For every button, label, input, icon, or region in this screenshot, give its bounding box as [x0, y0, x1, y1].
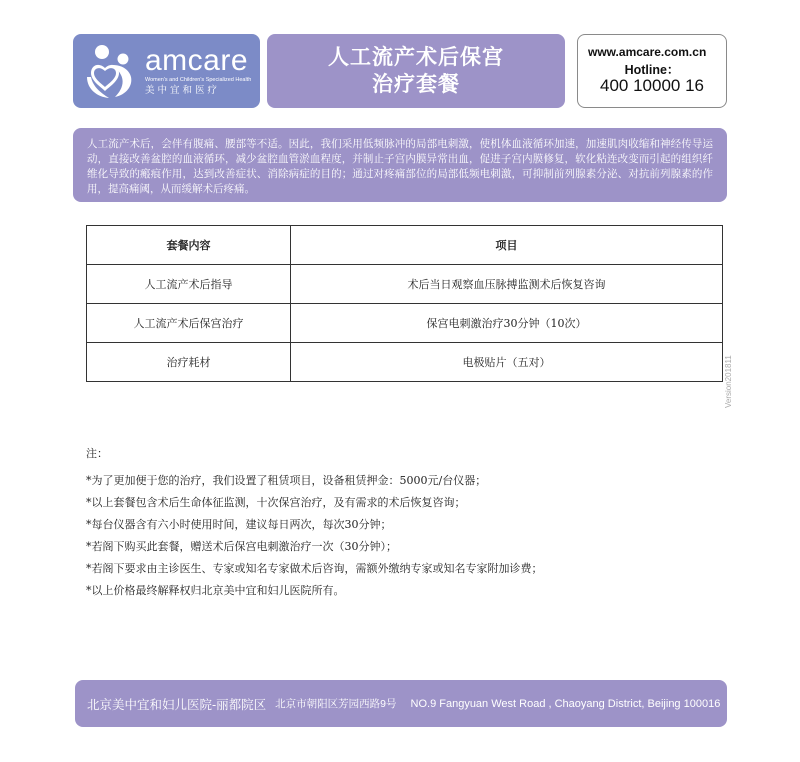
notes-title: 注：	[86, 447, 108, 460]
table-cell-content: 人工流产术后保宫治疗	[87, 304, 291, 343]
brand-logo-panel	[73, 34, 260, 108]
table-cell-content: 治疗耗材	[87, 343, 291, 382]
contact-panel	[577, 34, 727, 108]
table-header-item: 项目	[291, 226, 723, 265]
table-cell-item: 电极贴片（五对）	[291, 343, 723, 382]
package-title-line-2: 治疗套餐	[372, 72, 460, 96]
mother-child-heart-icon	[85, 43, 137, 99]
footer-hospital-name: 北京美中宜和妇儿医院-丽都院区	[87, 697, 267, 712]
table-row	[87, 304, 723, 343]
note-item: *若阁下要求由主诊医生、专家或知名专家做术后咨询，需额外缴纳专家或知名专家附加诊费；	[86, 562, 543, 575]
note-item: *为了更加便于您的治疗，我们设置了租赁项目，设备租赁押金：5000元/台仪器；	[86, 474, 487, 487]
brand-name: amcare	[145, 44, 249, 77]
table-row	[87, 265, 723, 304]
note-item: *每台仪器含有六小时使用时间，建议每日两次，每次30分钟；	[86, 518, 392, 531]
table-cell-content: 人工流产术后指导	[87, 265, 291, 304]
brand-subtitle: Women's and Children's Specialized Health	[145, 77, 252, 83]
website-link[interactable]: www.amcare.com.cn	[588, 45, 707, 59]
hotline-number: 400 10000 16	[600, 76, 704, 95]
intro-text: 人工流产术后，会伴有腹痛、腰部等不适。因此，我们采用低频脉冲的局部电刺激，使机体血液循环加速，加速肌肉收缩和神经传导运动，直接改善盆腔的血液循环，减少盆腔血管淤血程度，并制止子宫内膜异常出血，促进子宫内膜修复，软化粘连改变而引起的组织纤维化导致的瘢痕作用，达到改善症状、消除病症的目的；通过对疼痛部位的局部低频电刺激，可抑制前列腺素分泌、对抗前列腺素的作用，提高痛阈，从而缓解术后疼痛。	[87, 138, 713, 195]
table-header-content: 套餐内容	[87, 226, 291, 265]
table-cell-item: 保宫电刺激治疗30分钟（10次）	[291, 304, 723, 343]
table-header-row	[87, 226, 723, 265]
table-cell-item: 术后当日观察血压脉搏监测术后恢复咨询	[291, 265, 723, 304]
note-item: *若阁下购买此套餐，赠送术后保宫电刺激治疗一次（30分钟）；	[86, 540, 397, 553]
note-item: *以上价格最终解释权归北京美中宜和妇儿医院所有。	[86, 584, 345, 597]
intro-panel	[73, 128, 727, 202]
hotline-label: Hotline：	[624, 63, 680, 77]
footer-address-chinese: 北京市朝阳区芳园西路9号	[275, 698, 397, 710]
footer-address-english: NO.9 Fangyuan West Road , Chaoyang District, Beijing 100016	[410, 697, 721, 710]
note-item: *以上套餐包含术后生命体征监测，十次保宫治疗，及有需求的术后恢复咨询；	[86, 496, 466, 509]
package-title-panel	[267, 34, 565, 108]
package-table	[86, 225, 723, 382]
table-row	[87, 343, 723, 382]
version-label: Version201811	[724, 355, 733, 408]
notes-section	[86, 446, 726, 602]
brand-chinese-name: 美中宜和医疗	[145, 85, 221, 96]
footer-address-bar	[75, 680, 727, 727]
package-title-line-1: 人工流产术后保宫	[328, 45, 504, 69]
